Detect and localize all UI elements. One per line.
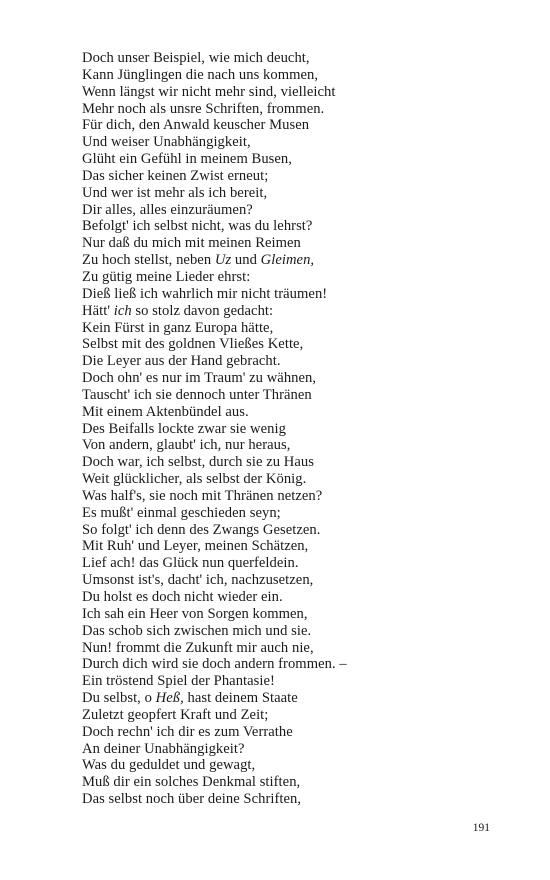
verse-line: Nur daß du mich mit meinen Reimen xyxy=(82,235,301,252)
verse-line: Tauscht' ich sie dennoch unter Thränen xyxy=(82,386,312,403)
verse-line: Zuletzt geopfert Kraft und Zeit; xyxy=(82,706,269,723)
verse-line: Mehr noch als unsre Schriften, frommen. xyxy=(82,100,325,117)
verse-line: Es mußt' einmal geschieden seyn; xyxy=(82,504,281,521)
verse-line: Dieß ließ ich wahrlich mir nicht träumen! xyxy=(82,285,328,302)
verse-line: Kein Fürst in ganz Europa hätte, xyxy=(82,319,274,336)
verse-line: Du holst es doch nicht wieder ein. xyxy=(82,589,283,605)
verse-line: Doch unser Beispiel, wie mich deucht, xyxy=(82,50,310,66)
verse-italic-segment: Heß, xyxy=(155,690,184,707)
verse-line: Umsonst ist's, dacht' ich, nachzusetzen, xyxy=(82,572,314,589)
verse-line: Zu gütig meine Lieder ehrst: xyxy=(82,268,251,285)
verse-line: Ich sah ein Heer von Sorgen kommen, xyxy=(82,605,308,622)
verse-line: Befolgt' ich selbst nicht, was du lehrst? xyxy=(82,218,313,235)
verse-line: Weit glücklicher, als selbst der König. xyxy=(82,471,307,488)
verse-line: Kann Jünglingen die nach uns kommen, xyxy=(82,66,319,83)
verse-line: Doch ohn' es nur im Traum' zu wähnen, xyxy=(82,370,317,387)
verse-line: Das schob sich zwischen mich und sie. xyxy=(82,622,312,639)
verse-line: Ein tröstend Spiel der Phantasie! xyxy=(82,673,275,690)
verse-line: Was half's, sie noch mit Thränen netzen? xyxy=(82,487,323,504)
verse-segment: Hätt' xyxy=(82,302,114,319)
verse-line: Glüht ein Gefühl in meinem Busen, xyxy=(82,151,292,168)
verse-line xyxy=(82,690,502,707)
verse-line: Die Leyer aus der Hand gebracht. xyxy=(82,353,281,370)
verse-line: Das selbst noch über deine Schriften, xyxy=(82,791,302,808)
verse-line: Dir alles, alles einzuräumen? xyxy=(82,201,253,218)
verse-segment: so stolz davon gedacht: xyxy=(131,302,274,319)
poem-text xyxy=(82,50,502,808)
verse-line: Lief ach! das Glück nun querfeldein. xyxy=(82,555,299,572)
verse-segment: und xyxy=(231,252,261,269)
verse-line: Für dich, den Anwald keuscher Musen xyxy=(82,117,310,134)
verse-line: Mit Ruh' und Leyer, meinen Schätzen, xyxy=(82,538,309,555)
verse-line: Des Beifalls lockte zwar sie wenig xyxy=(82,420,286,437)
verse-line: Und wer ist mehr als ich bereit, xyxy=(82,184,268,201)
verse-line xyxy=(82,252,502,269)
verse-line: Mit einem Aktenbündel aus. xyxy=(82,403,249,420)
verse-italic-segment: Uz xyxy=(214,252,232,269)
verse-line: Wenn längst wir nicht mehr sind, vielleicht xyxy=(82,83,336,100)
verse-line: Was du geduldet und gewagt, xyxy=(82,757,256,774)
verse-line: Muß dir ein solches Denkmal stiften, xyxy=(82,774,301,791)
verse-line: Und weiser Unabhängigkeit, xyxy=(82,134,251,151)
verse-italic-segment: ich xyxy=(113,302,132,319)
verse-line: Doch war, ich selbst, durch sie zu Haus xyxy=(82,454,314,471)
verse-segment: Du selbst, o xyxy=(82,690,156,707)
verse-line: Von andern, glaubt' ich, nur heraus, xyxy=(82,437,291,454)
verse-line: So folgt' ich denn des Zwangs Gesetzen. xyxy=(82,521,321,538)
verse-line: Selbst mit des goldnen Vließes Kette, xyxy=(82,336,304,353)
verse-italic-segment: Gleimen, xyxy=(260,252,315,269)
verse-line: Nun! frommt die Zukunft mir auch nie, xyxy=(82,639,314,656)
page-number: 191 xyxy=(472,822,490,834)
verse-segment: Zu hoch stellst, neben xyxy=(82,252,215,269)
verse-segment: hast deinem Staate xyxy=(183,690,298,707)
verse-line: An deiner Unabhängigkeit? xyxy=(82,740,245,757)
verse-line xyxy=(82,303,502,320)
verse-line: Das sicher keinen Zwist erneut; xyxy=(82,167,269,184)
verse-line: Durch dich wird sie doch andern frommen. – xyxy=(82,656,347,673)
verse-line: Doch rechn' ich dir es zum Verrathe xyxy=(82,723,293,740)
